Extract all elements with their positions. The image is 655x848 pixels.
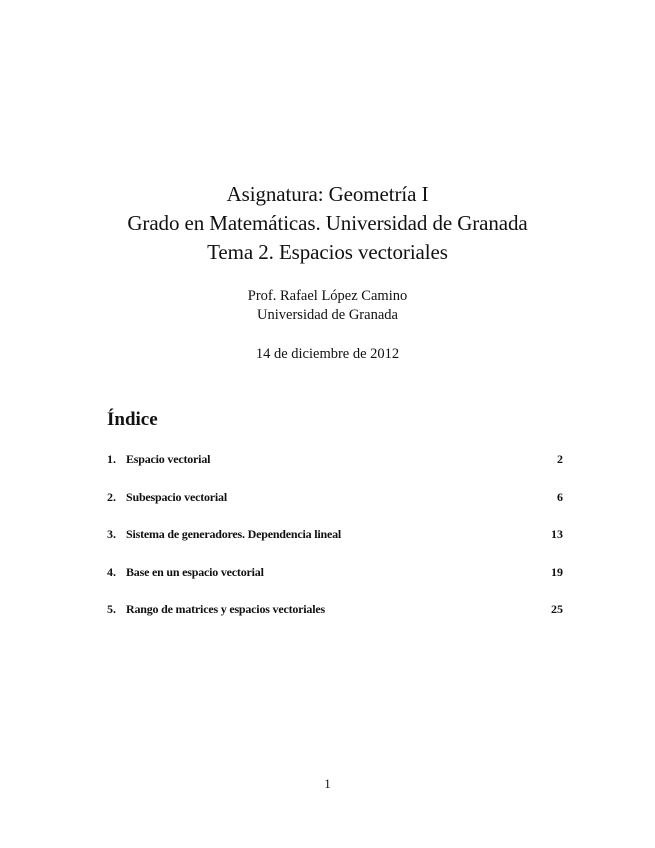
toc-heading: Índice bbox=[107, 409, 158, 430]
toc-entry-number: 4. bbox=[107, 564, 116, 579]
toc-entry-title[interactable]: Sistema de generadores. Dependencia lineal bbox=[126, 527, 342, 541]
topic-title: Tema 2. Espacios vectoriales bbox=[207, 240, 448, 264]
toc-entry-title[interactable]: Espacio vectorial bbox=[126, 452, 211, 466]
degree-title: Grado en Matemáticas. Universidad de Granada bbox=[127, 211, 528, 235]
toc-entry[interactable] bbox=[107, 600, 563, 638]
toc-entry[interactable] bbox=[107, 563, 563, 601]
document-title bbox=[0, 180, 655, 267]
toc-entry-number: 3. bbox=[107, 527, 116, 541]
toc-entry-number: 5. bbox=[107, 602, 116, 616]
page-number: 1 bbox=[324, 776, 331, 791]
toc-entry-page[interactable]: 25 bbox=[551, 602, 563, 616]
toc-entry-page[interactable]: 6 bbox=[557, 489, 563, 504]
toc-entry-number: 1. bbox=[107, 452, 116, 466]
document-date: 14 de diciembre de 2012 bbox=[255, 346, 400, 362]
toc-entry[interactable] bbox=[107, 488, 563, 526]
toc-entry-page[interactable]: 19 bbox=[551, 564, 563, 579]
course-title: Asignatura: Geometría I bbox=[226, 182, 429, 206]
toc-entry-title[interactable]: Base en un espacio vectorial bbox=[126, 564, 264, 579]
toc-entry-number: 2. bbox=[107, 489, 116, 504]
author-name: Prof. Rafael López Camino bbox=[247, 288, 408, 304]
toc-entry[interactable] bbox=[107, 525, 563, 563]
toc-entry-page[interactable]: 2 bbox=[557, 452, 563, 466]
toc-entry-page[interactable]: 13 bbox=[551, 527, 563, 541]
toc-entry-title[interactable]: Rango de matrices y espacios vectoriales bbox=[126, 602, 325, 616]
table-of-contents bbox=[107, 450, 563, 638]
author-block bbox=[0, 287, 655, 325]
toc-entry-title[interactable]: Subespacio vectorial bbox=[126, 489, 227, 504]
author-affiliation: Universidad de Granada bbox=[257, 307, 398, 323]
toc-entry[interactable] bbox=[107, 450, 563, 488]
